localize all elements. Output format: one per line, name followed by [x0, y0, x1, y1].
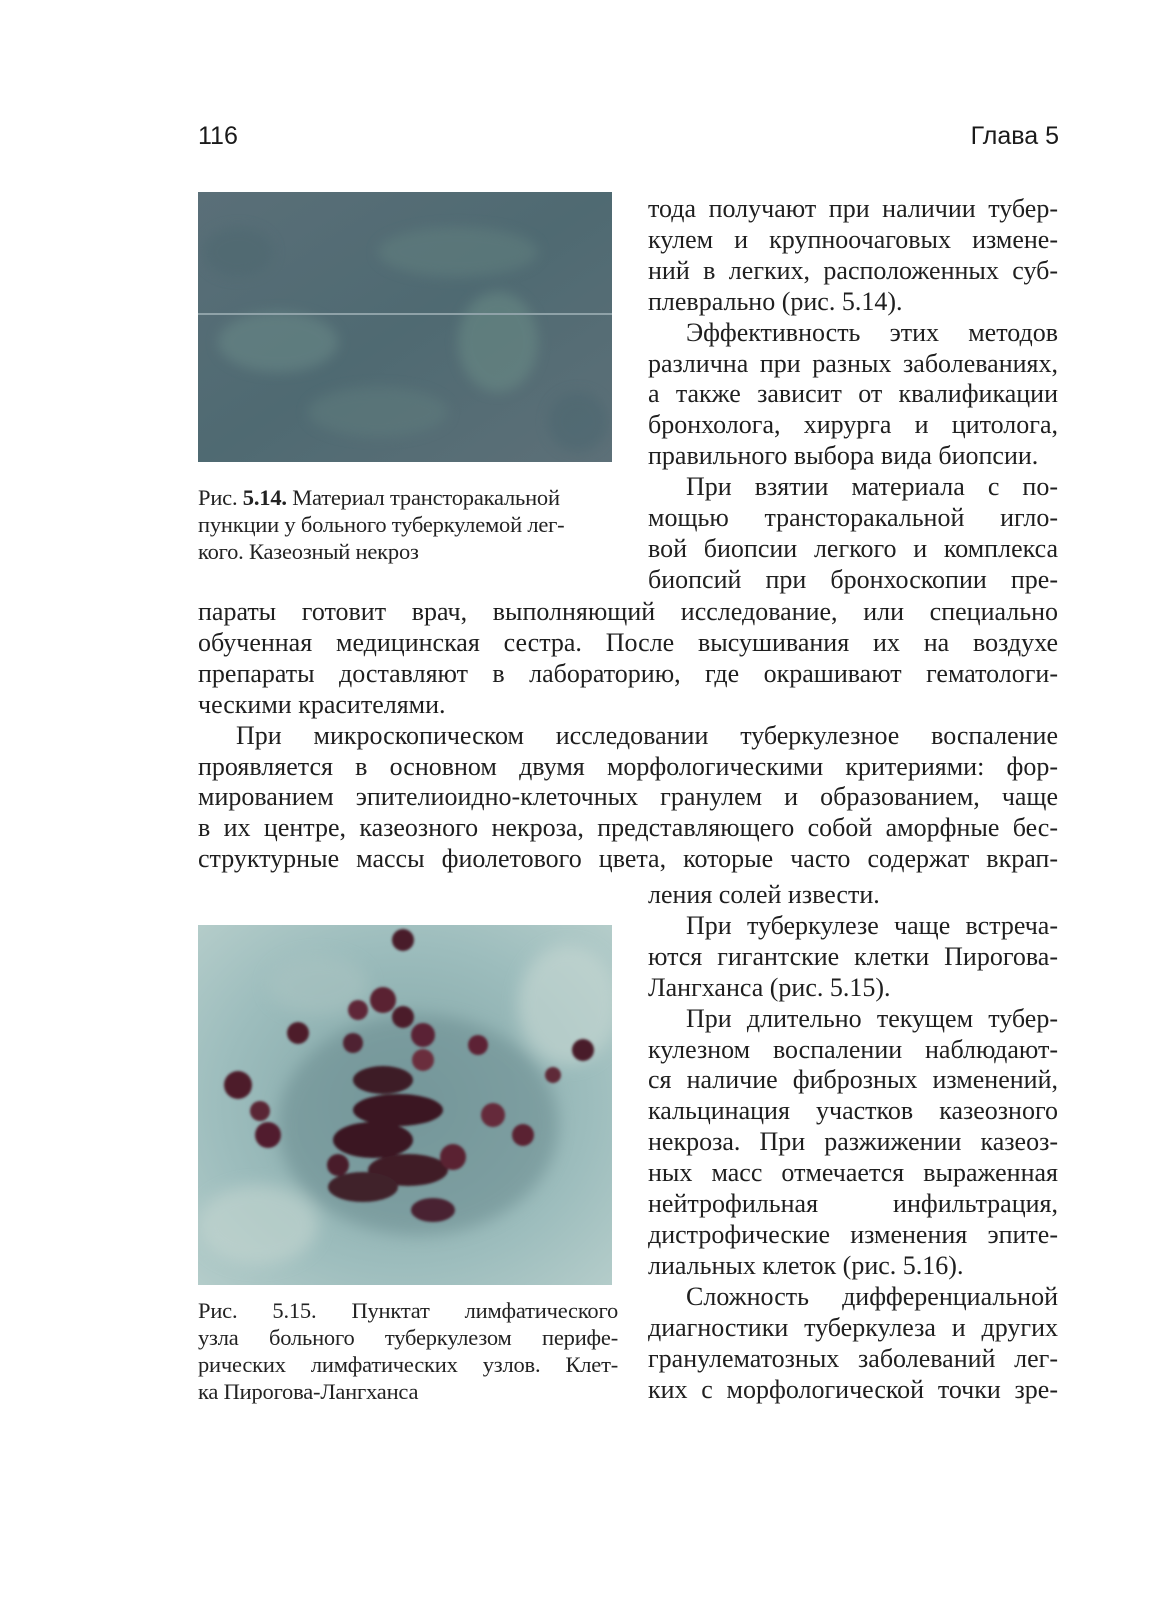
text-line: ются гигантские клетки Пирогова- [648, 941, 1058, 971]
text-line: Лангханса (рис. 5.15). [648, 972, 891, 1002]
text-line: ся наличие фиброзных изменений, [648, 1065, 1058, 1095]
text-line: При туберкулезе чаще встреча- [686, 910, 1058, 940]
text-line: лиальных клеток (рис. 5.16). [648, 1250, 964, 1280]
text-line: обученная медицинская сестра. После высушивания их на воздухе [198, 627, 1058, 657]
text-line: ных масс отмечается выраженная [648, 1158, 1058, 1188]
caption-line: ка Пирогова-Лангханса [198, 1379, 419, 1404]
text-line: параты готовит врач, выполняющий исследование, или специально [198, 597, 1058, 626]
caption-line: пункции у больного туберкулемой лег- [198, 512, 565, 537]
text-line: бронхолога, хирурга и цитолога, [648, 410, 1058, 440]
text-line: кулем и крупноочаговых измене- [648, 224, 1058, 254]
caption-line: Рис. 5.15. Пунктат лимфатического [198, 1298, 618, 1323]
text-line: При микроскопическом исследовании туберкулезное воспаление [236, 720, 1058, 750]
figure-5-14-image [198, 192, 612, 462]
text-line: При длительно текущем тубер- [686, 1003, 1058, 1033]
figure-5-15-image [198, 925, 612, 1285]
text-line: некроза. При разжижении казеоз- [648, 1127, 1058, 1157]
text-line: а также зависит от квалификации [648, 379, 1058, 409]
text-column-top [648, 194, 1058, 596]
text-line: мощью трансторакальной игло- [648, 503, 1058, 533]
text-line: кальцинация участков казеозного [648, 1096, 1058, 1126]
text-line: нейтрофильная инфильтрация, [648, 1189, 1058, 1219]
chapter-title: Глава 5 [970, 122, 1059, 150]
text-line: плеврально (рис. 5.14). [648, 286, 903, 316]
text-line: диагностики туберкулеза и других [648, 1312, 1058, 1342]
text-line: При взятии материала с по- [686, 472, 1058, 502]
text-line: мированием эпителиоидно-клеточных гранулем и образованием, чаще [198, 782, 1058, 812]
caption-line: кого. Казеозный некроз [198, 539, 419, 564]
text-full-width [198, 597, 1058, 875]
text-line: Сложность дифференциальной [686, 1281, 1058, 1311]
text-line: структурные массы фиолетового цвета, которые часто содержат вкрап- [198, 844, 1058, 874]
text-line: Эффективность этих методов [686, 317, 1058, 347]
text-line: ких с морфологической точки зре- [648, 1374, 1058, 1404]
figure-5-15-caption [198, 1297, 618, 1405]
text-line: проявляется в основном двумя морфологическими критериями: фор- [198, 751, 1058, 781]
text-line: дистрофические изменения эпите- [648, 1219, 1058, 1249]
caption-line: Рис. 5.14. Материал трансторакальной [198, 485, 560, 510]
text-line: ления солей извести. [648, 880, 880, 909]
text-line: правильного выбора вида биопсии. [648, 441, 1039, 471]
page-number: 116 [198, 122, 238, 150]
text-line: в их центре, казеозного некроза, представляющего собой аморфные бес- [198, 813, 1058, 843]
text-line: тода получают при наличии тубер- [648, 194, 1058, 223]
figure-5-14-caption [198, 484, 618, 565]
text-line: ческими красителями. [198, 689, 446, 719]
caption-line: рических лимфатических узлов. Клет- [198, 1352, 618, 1377]
text-line: кулезном воспалении наблюдают- [648, 1034, 1058, 1064]
text-line: вой биопсии легкого и комплекса [648, 533, 1058, 563]
text-line: гранулематозных заболеваний лег- [648, 1343, 1058, 1373]
text-line: биопсий при бронхоскопии пре- [648, 564, 1058, 594]
text-line: различна при разных заболеваниях, [648, 348, 1058, 378]
text-line: ний в легких, расположенных суб- [648, 255, 1058, 285]
text-line: препараты доставляют в лабораторию, где окрашивают гематологи- [198, 658, 1058, 688]
text-column-bottom [648, 880, 1058, 1405]
caption-line: узла больного туберкулезом перифе- [198, 1325, 618, 1350]
